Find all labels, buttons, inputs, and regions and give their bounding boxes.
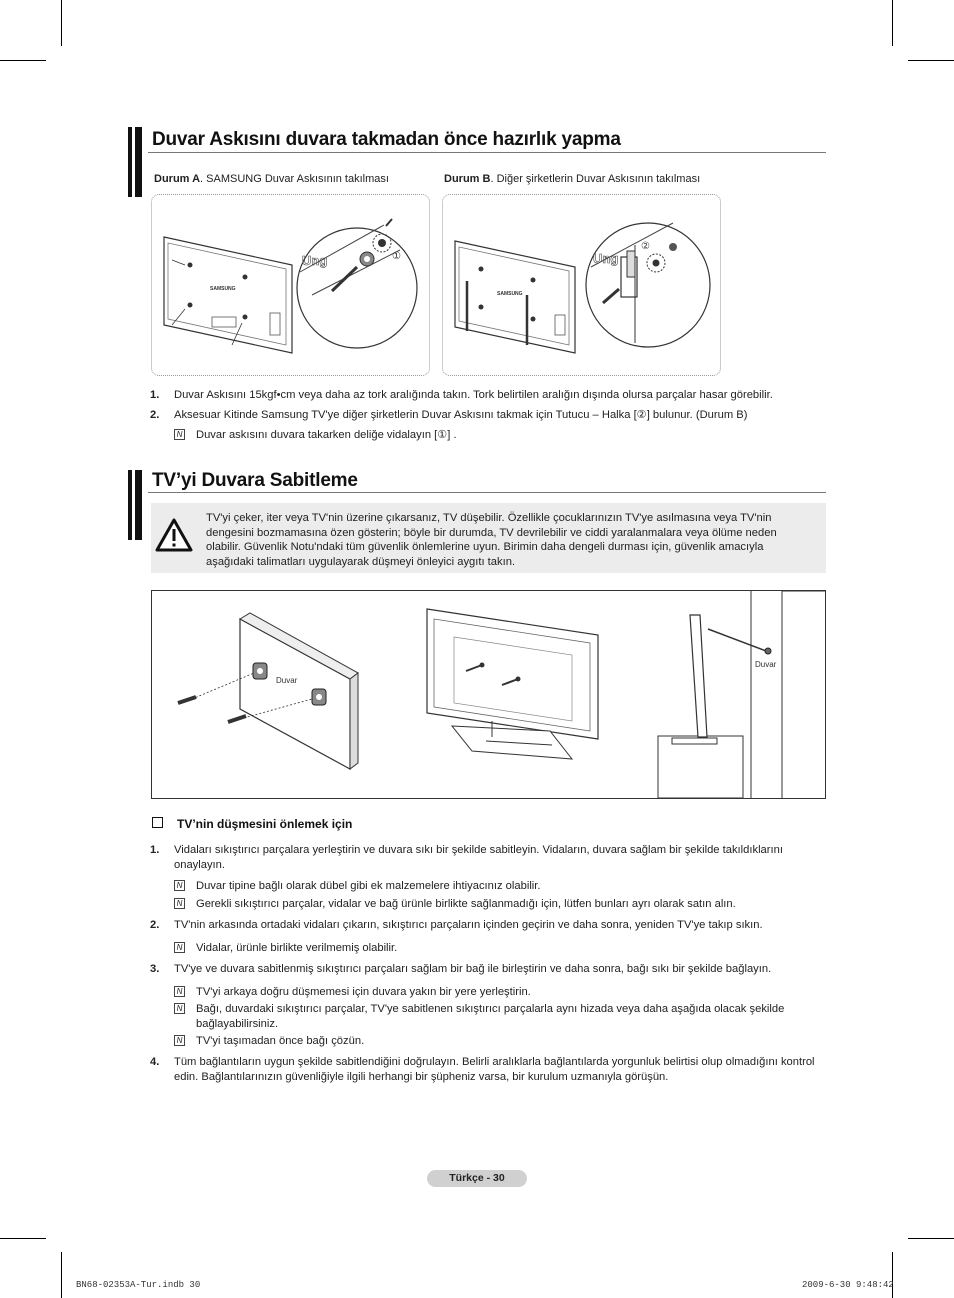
footer-file-info: BN68-02353A-Tur.indb 30 xyxy=(76,1280,201,1290)
warning-text: TV'yi çeker, iter veya TV'nin üzerine çıkarsanız, TV düşebilir. Özellikle çocuklarınızın TV'ye asılmasına veya TV'nin dengesini bozmamasına özen gösterin; böyle bir durumda, TV devrilebilir ve ciddi yaralanmalara veya ölüme neden olabilir. Güvenlik Notu'ndaki tüm güvenlik önlemlerine uyun. Birimin daha dengeli durması için, güvenlik amacıyla aşağıdaki talimatları uygulayarak düşmeyi önleyici aygıtı takın. xyxy=(206,512,777,568)
svg-text:①: ① xyxy=(392,251,401,262)
figure-case-b xyxy=(442,194,721,376)
caption-case-a: Durum A. SAMSUNG Duvar Askısının takılması xyxy=(154,173,389,185)
list-item: 3. TV'ye ve duvara sabitlenmiş sıkıştırıcı parçaları sağlam bir bağ ile birleştirin ve daha sonra, bağı sıkı bir şekilde bağlayın. xyxy=(150,963,772,975)
note-icon: N xyxy=(174,1035,185,1046)
figure-anti-fall-device xyxy=(151,590,826,799)
section-divider xyxy=(148,152,826,153)
note-item: N Gerekli sıkıştırıcı parçalar, vidalar ve bağ ürünle birlikte sağlanmadığı için, lütfen bunları ayrı olarak satın alın. xyxy=(150,897,820,912)
crop-mark xyxy=(61,1252,62,1298)
caption-case-b: Durum B. Diğer şirketlerin Duvar Askısının takılması xyxy=(444,173,701,185)
list-item: 2. Aksesuar Kitinde Samsung TV'ye diğer şirketlerin Duvar Askısını takmak için Tutucu – Halka [②] bulunur. (Durum B) xyxy=(150,409,748,421)
anti-fall-steps xyxy=(150,843,820,1085)
note-icon: N xyxy=(174,898,185,909)
svg-text:Ung: Ung xyxy=(302,253,328,268)
note-icon: N xyxy=(174,429,185,440)
svg-text:Ung: Ung xyxy=(593,251,619,266)
anti-fall-illustration xyxy=(152,591,825,798)
crop-mark xyxy=(908,60,954,61)
crop-mark xyxy=(892,0,893,46)
section-divider xyxy=(148,492,826,493)
crop-mark xyxy=(0,1238,46,1239)
list-item: 1. Duvar Askısını 15kgf•cm veya daha az tork aralığında takın. Tork belirtilen aralığın dışında olursa parçalar hasar görebilir. xyxy=(150,389,773,401)
section-title-wall-mount-prep: Duvar Askısını duvara takmadan önce hazırlık yapma xyxy=(152,129,621,150)
section-marker xyxy=(128,470,142,540)
note-item: N Bağı, duvardaki sıkıştırıcı parçalar, TV'ye sabitlenen sıkıştırıcı parçalarla aynı hizada veya daha aşağıda olacak şekilde bağlayabilirsiniz. xyxy=(150,1002,820,1032)
note-item: N Duvar tipine bağlı olarak dübel gibi ek malzemelere ihtiyacınız olabilir. xyxy=(150,879,820,894)
svg-text:SAMSUNG: SAMSUNG xyxy=(497,291,523,297)
note-item: N TV'yi arkaya doğru düşmemesi için duvara yakın bir yere yerleştirin. xyxy=(150,985,820,1000)
svg-text:SAMSUNG: SAMSUNG xyxy=(210,286,236,292)
list-item: 2. TV'nin arkasında ortadaki vidaları çıkarın, sıkıştırıcı parçaların içinden geçirin ve daha sonra, yeniden TV'ye takıp sıkın. xyxy=(150,919,763,931)
section-title-securing-tv: TV’yi Duvara Sabitleme xyxy=(152,470,358,491)
figure-label-wall-right: Duvar xyxy=(755,660,777,669)
note-item: N Duvar askısını duvara takarken deliğe vidalayın [①] . xyxy=(150,428,820,443)
footer-timestamp: 2009-6-30 9:48:42 xyxy=(802,1280,894,1290)
warning-box xyxy=(151,503,826,573)
crop-mark xyxy=(892,1252,893,1298)
checkbox-square-icon xyxy=(152,817,163,828)
crop-mark xyxy=(908,1238,954,1239)
note-icon: N xyxy=(174,1003,185,1014)
list-item: 4. Tüm bağlantıların uygun şekilde sabitlendiğini doğrulayın. Belirli aralıklarla bağlantılarda yorgunluk belirtisi olup olmadığını kontrol edin. Bağlantılarınızın güvenliğiyle ilgili herhangi bir şüpheniz varsa, bir kurulum uzmanıyla görüşün. xyxy=(150,1056,815,1083)
note-item: N Vidalar, ürünle birlikte verilmemiş olabilir. xyxy=(150,941,820,956)
note-icon: N xyxy=(174,880,185,891)
note-item: N TV'yi taşımadan önce bağı çözün. xyxy=(150,1034,820,1049)
section-marker xyxy=(128,127,142,197)
crop-mark xyxy=(0,60,46,61)
figure-label-wall-left: Duvar xyxy=(276,676,298,685)
mounting-instructions xyxy=(150,388,820,443)
tv-rear-mount-illustration-b xyxy=(443,195,720,375)
figure-case-a xyxy=(151,194,430,376)
warning-triangle-icon xyxy=(154,516,194,556)
page-number: Türkçe - 30 xyxy=(427,1170,527,1187)
svg-text:②: ② xyxy=(641,241,650,252)
list-item: 1. Vidaları sıkıştırıcı parçalara yerleştirin ve duvara sıkı bir şekilde sabitleyin. Vidaların, duvara sağlam bir şekilde takıldıklarını onaylayın. xyxy=(150,844,783,871)
subheading-prevent-fall: TV’nin düşmesini önlemek için xyxy=(152,817,352,831)
note-icon: N xyxy=(174,986,185,997)
tv-rear-mount-illustration-a xyxy=(152,195,429,375)
note-icon: N xyxy=(174,942,185,953)
crop-mark xyxy=(61,0,62,46)
